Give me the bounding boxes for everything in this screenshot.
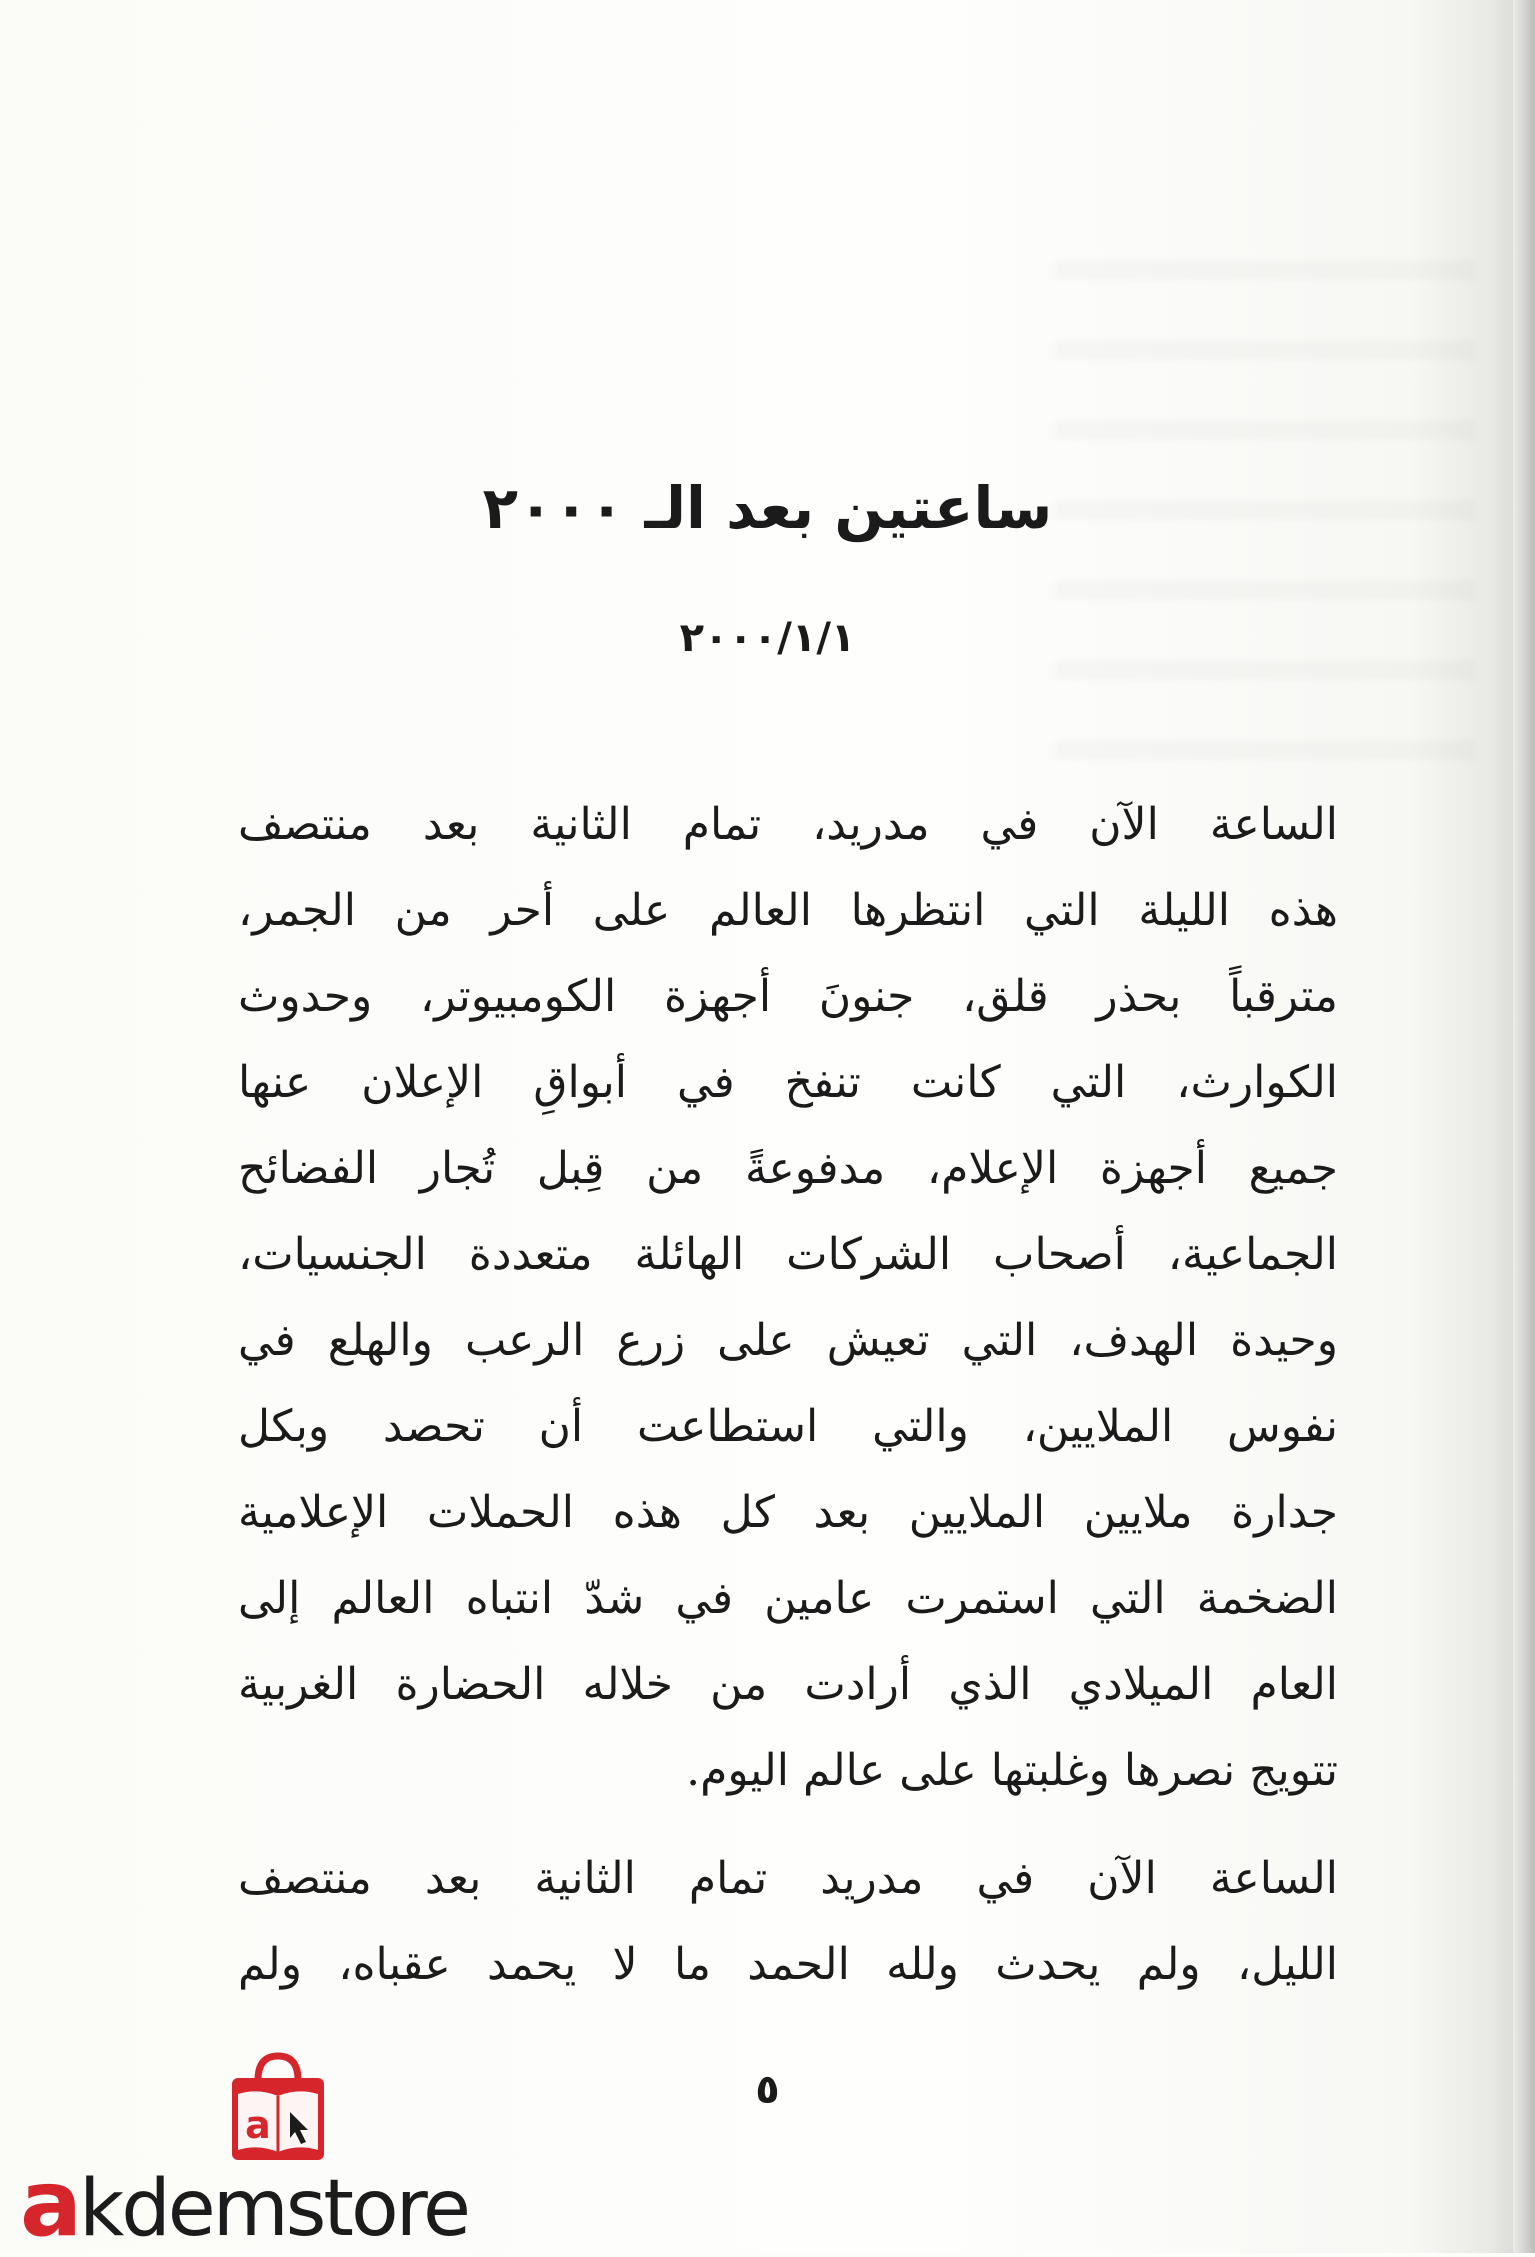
page-edge-shadow (1513, 0, 1535, 2253)
text-line: هذه الليلة التي انتظرها العالم على أحر من الجمر، (238, 885, 1338, 936)
text-line: الليل، ولم يحدث ولله الحمد ما لا يحمد عقباه، ولم (238, 1939, 1338, 1990)
text-line: الساعة الآن في مدريد، تمام الثانية بعد منتصف (238, 799, 1338, 850)
text-line: جميع أجهزة الإعلام، مدفوعةً من قِبل تُجار الفضائح (238, 1143, 1338, 1194)
text-line: الساعة الآن في مدريد تمام الثانية بعد منتصف (238, 1853, 1338, 1904)
watermark-name: kdemstore (79, 2164, 469, 2254)
paragraph-1 (238, 782, 1338, 1814)
text-line: نفوس الملايين، والتي استطاعت أن تحصد وبكل (238, 1401, 1338, 1452)
chapter-date: ٢٠٠٠/١/١ (679, 615, 856, 661)
watermark-initial: a (20, 2150, 80, 2257)
text-line: جدارة ملايين الملايين بعد كل هذه الحملات الإعلامية (238, 1487, 1338, 1538)
paragraph-2 (238, 1836, 1338, 2008)
watermark-text (20, 2150, 540, 2257)
text-line: العام الميلادي الذي أرادت من خلاله الحضارة الغربية (238, 1659, 1338, 1710)
text-line: وحيدة الهدف، التي تعيش على زرع الرعب والهلع في (238, 1315, 1338, 1366)
text-line: الضخمة التي استمرت عامين في شدّ انتباه العالم إلى (238, 1573, 1338, 1624)
body-text (238, 782, 1338, 2008)
text-line: الكوارث، التي كانت تنفخ في أبواقِ الإعلان عنها (238, 1057, 1338, 1108)
page-number: ٥ (755, 2067, 780, 2113)
chapter-title: ساعتين بعد الـ ٢٠٠٠ (482, 474, 1053, 542)
text-line: مترقباً بحذر قلق، جنونَ أجهزة الكومبيوتر، وحدوث (238, 971, 1338, 1022)
store-watermark (20, 2050, 540, 2257)
svg-text:a: a (245, 2103, 271, 2147)
text-line: الجماعية، أصحاب الشركات الهائلة متعددة الجنسيات، (238, 1229, 1338, 1280)
text-line: تتويج نصرها وغلبتها على عالم اليوم. (686, 1745, 1338, 1796)
